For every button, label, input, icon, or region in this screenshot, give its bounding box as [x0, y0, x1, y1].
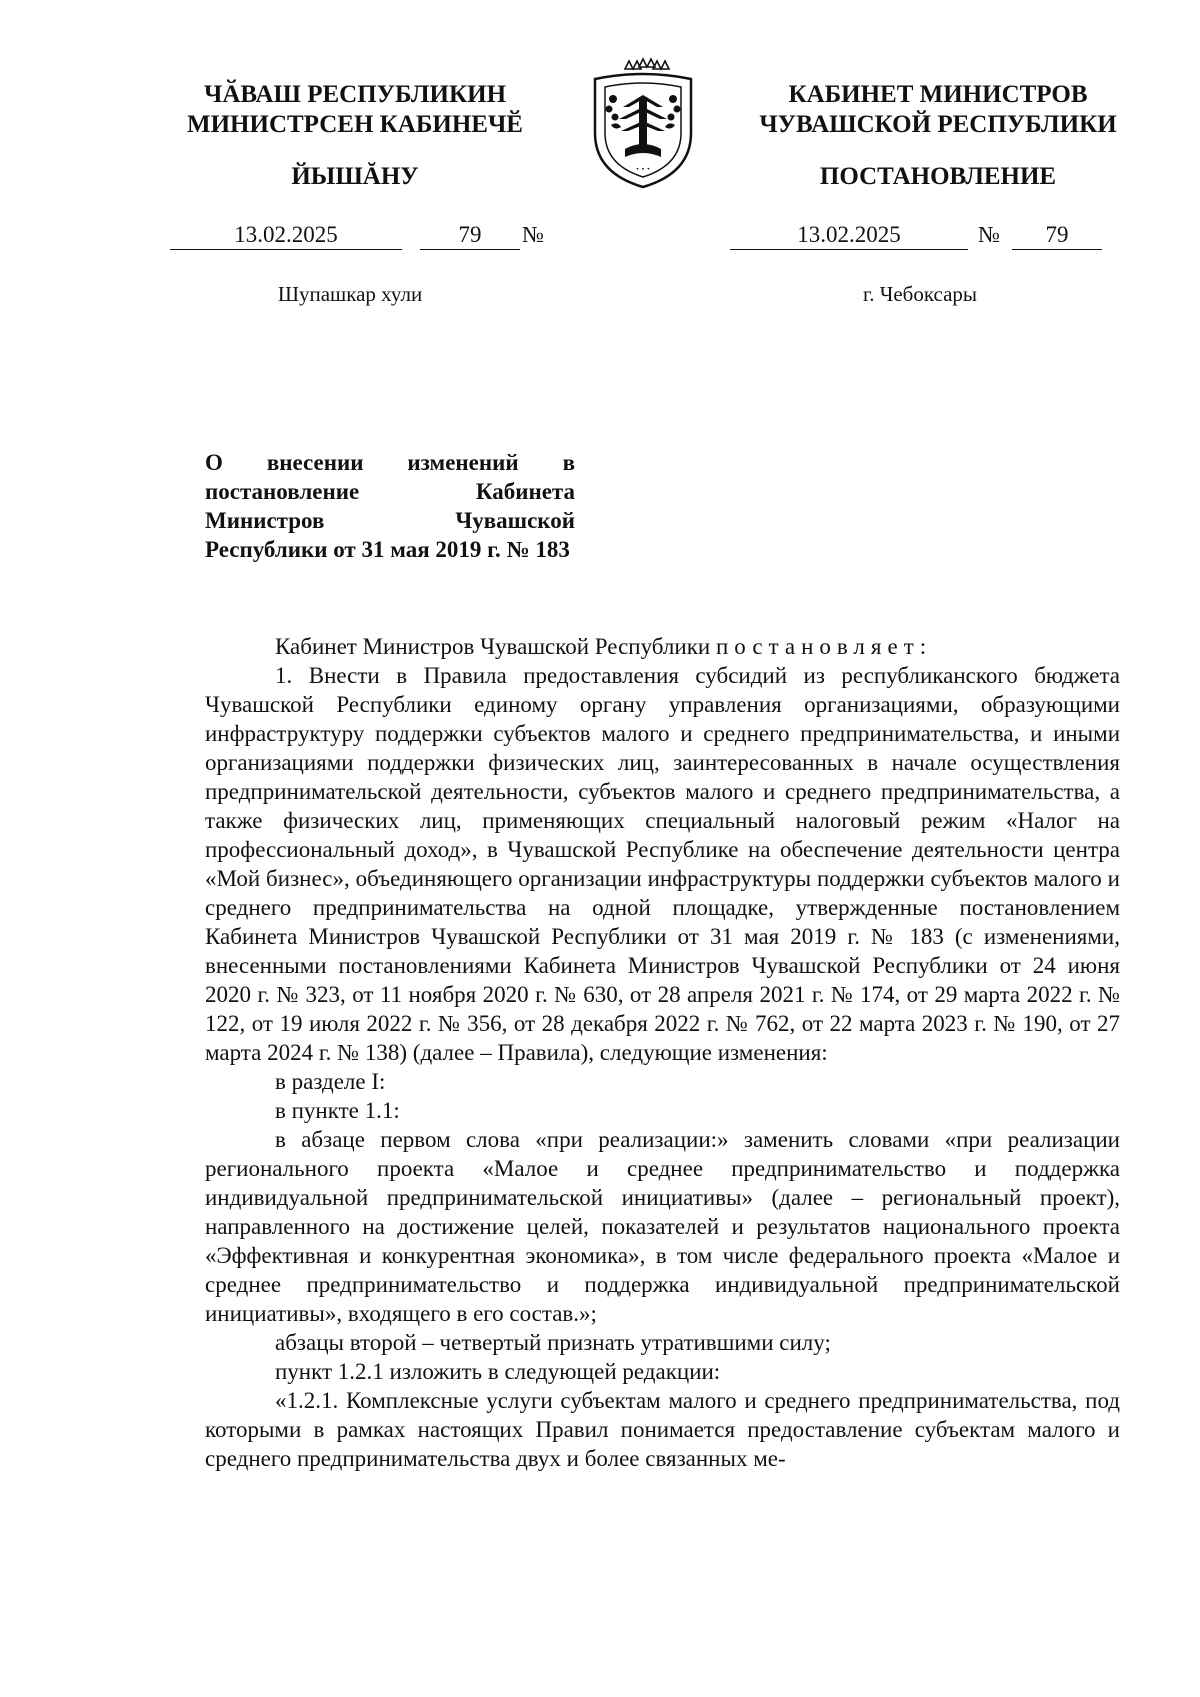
- header-left-number: 79: [420, 222, 520, 250]
- header-right-title: [728, 80, 1148, 140]
- header-left-date: 13.02.2025: [170, 222, 402, 250]
- document-body: [205, 632, 1120, 1473]
- header-right-date: 13.02.2025: [730, 222, 968, 250]
- body-paragraph: в пункте 1.1:: [275, 1098, 400, 1123]
- body-paragraph: «1.2.1. Комплексные услуги субъектам малого и среднего предпринимательства, под которыми в рамках настоящих Правил понимается предоставление субъектам малого и среднего предпринимательства двух и более связанных ме-: [205, 1388, 1120, 1471]
- header-right-line1: КАБИНЕТ МИНИСТРОВ: [788, 81, 1088, 108]
- preamble-text: Кабинет Министров Чувашской Республики: [275, 634, 716, 659]
- header-left-title: [150, 80, 560, 140]
- header-left-doc-type: ЙЫШĂНУ: [291, 163, 419, 190]
- header-right-doc-type: ПОСТАНОВЛЕНИЕ: [819, 163, 1057, 190]
- body-paragraph: 1. Внести в Правила предоставления субсидий из республиканского бюджета Чувашской Республики единому органу управления организациями, образующими инфраструктуру поддержки субъектов малого и среднего предпринимательства, и иными организациями поддержки физических лиц, заинтересованных в начале осуществления предпринимательской деятельности, субъектов малого и среднего предпринимательства, а также физических лиц, применяющих специальный налоговый режим «Налог на профессиональный доход», в Чувашской Республике на обеспечение деятельности центра «Мой бизнес», объединяющего организации инфраструктуры поддержки субъектов малого и среднего предпринимательства на одной площадке, утвержденные постановлением Кабинета Министров Чувашской Республики от 31 мая 2019 г. № 183 (с изменениями, внесенными постановлениями Кабинета Министров Чувашской Республики от 24 июня 2020 г. № 323, от 11 ноября 2020 г. № 630, от 28 апреля 2021 г. № 174, от 29 марта 2022 г. № 122, от 19 июля 2022 г. № 356, от 28 декабря 2022 г. № 762, от 22 марта 2023 г. № 190, от 27 марта 2024 г. № 138) (далее – Правила), следующие изменения:: [205, 663, 1120, 1065]
- header-right-line2: ЧУВАШСКОЙ РЕСПУБЛИКИ: [759, 111, 1117, 138]
- body-paragraph: в разделе I:: [275, 1069, 386, 1094]
- body-paragraph: абзацы второй – четвертый признать утратившими силу;: [275, 1330, 831, 1355]
- header-left-line2: МИНИСТРСЕН КАБИНЕЧӖ: [187, 111, 523, 138]
- header-right-number: 79: [1012, 222, 1102, 250]
- header-left-number-sign: №: [522, 222, 544, 247]
- document-subject: О внесении изменений в постановление Кабинета Министров Чувашской Республики от 31 мая 2019 г. № 183: [205, 450, 575, 562]
- header-left-line1: ЧӐВАШ РЕСПУБЛИКИН: [203, 81, 507, 108]
- preamble: [205, 632, 1120, 661]
- header-left-city: Шупашкар хули: [277, 282, 423, 306]
- header-right-city: г. Чебоксары: [862, 282, 978, 306]
- header-left-number-line: [170, 222, 570, 252]
- body-paragraph: в абзаце первом слова «при реализации:» заменить словами «при реализации регионального проекта «Малое и среднее предпринимательство и поддержка индивидуальной предпринимательской инициативы» (далее – региональный проект), направленного на достижение целей, показателей и результатов национального проекта «Эффективная и конкурентная экономика», в том числе федерального проекта «Малое и среднее предпринимательство и поддержка индивидуальной предпринимательской инициативы», входящего в его состав.»;: [205, 1127, 1120, 1326]
- preamble-resolves: постановляет:: [715, 634, 933, 659]
- body-paragraph: пункт 1.2.1 изложить в следующей редакции:: [275, 1359, 721, 1384]
- header-right-number-sign: №: [978, 222, 1000, 247]
- svg-text:• • •: • • •: [635, 166, 651, 173]
- chuvash-coat-of-arms-icon: [573, 55, 713, 195]
- header-right-number-line: [730, 222, 1130, 252]
